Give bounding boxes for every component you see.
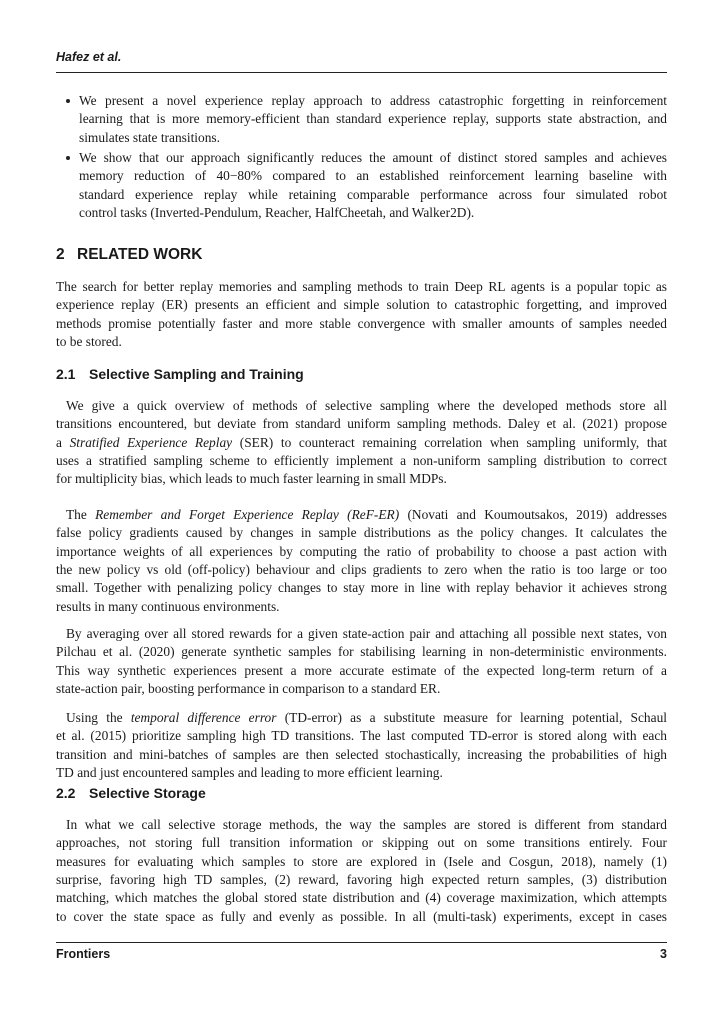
text-line: [56, 186, 667, 204]
section-number: 2: [56, 246, 65, 263]
text-line: [56, 816, 667, 834]
running-header: Hafez et al.: [56, 50, 122, 64]
section-heading: [56, 246, 202, 264]
text-line: [56, 278, 667, 296]
text-span: the new policy vs old (off-policy) behaviour and clips gradients to zero when the ratio is too large or too: [56, 562, 667, 578]
text-line: [56, 834, 667, 852]
text-line: [56, 129, 667, 147]
paragraph: [56, 397, 667, 489]
text-line: [56, 662, 667, 680]
subsection-heading: [56, 366, 304, 382]
text-span: to cover the state space as fully and evenly as possible. In all (multi-task) experiments, except in cases: [56, 908, 667, 924]
section-title: RELATED WORK: [77, 246, 203, 263]
text-span: et al. (2015) prioritize sampling high TD transitions. The last computed TD-error is stored along with each: [56, 728, 667, 744]
text-span: for multiplicity bias, which leads to much faster learning in small MDPs.: [56, 471, 447, 487]
text-line: [56, 871, 667, 889]
text-line: [56, 110, 667, 128]
italic-term: Stratified Experience Replay: [69, 434, 233, 450]
subsection-title: Selective Sampling and Training: [89, 366, 304, 382]
subsection-title: Selective Storage: [89, 785, 206, 801]
text-line: [56, 853, 667, 871]
text-line: [56, 92, 667, 110]
journal-name: Frontiers: [56, 947, 111, 961]
subsection-number: 2.1: [56, 366, 76, 382]
text-span: false policy gradients caused by changes in sample distributions as the policy changes. It calculates the: [56, 525, 667, 541]
text-span: matching, which matches the global stored state distribution and (4) coverage maximization, which attempts: [56, 890, 667, 906]
italic-term: temporal difference error: [130, 710, 277, 725]
subsection-number: 2.2: [56, 785, 76, 801]
paragraph: [56, 506, 667, 616]
text-span: (SER) to counteract remaining correlation when sampling uniformly, that: [232, 434, 668, 450]
text-span: small. Together with penalizing policy changes to stay more in line with replay behavior it achieves strong: [56, 580, 667, 596]
text-line: [56, 680, 667, 698]
text-line: [56, 727, 667, 745]
text-line: [56, 167, 667, 185]
text-line: [56, 625, 667, 643]
text-span: methods promise potentially faster and more stable convergence with smaller amounts of samples needed: [56, 315, 667, 331]
bullet-icon: [66, 99, 70, 103]
paragraph: [56, 278, 667, 351]
text-span: The search for better replay memories and sampling methods to train Deep RL agents is a popular topic as: [56, 279, 667, 294]
text-span: experience replay (ER) presents an efficient and simple solution to catastrophic forgetting, and improved: [56, 297, 667, 313]
text-span: to be stored.: [56, 334, 122, 350]
page-number: 3: [660, 947, 667, 961]
text-line: [56, 579, 667, 597]
text-line: [56, 470, 667, 488]
text-span: simulates state transitions.: [79, 129, 220, 145]
text-span: We show that our approach significantly reduces the amount of distinct stored samples and achieves: [79, 150, 667, 165]
text-line: [56, 746, 667, 764]
text-line: [56, 149, 667, 167]
text-span: state-action pair, boosting performance in comparison to a standard ER.: [56, 681, 441, 697]
text-span: By averaging over all stored rewards for a given state-action pair and attaching all possible next states, von: [66, 626, 667, 641]
footer-rule: [56, 942, 667, 943]
text-span: measures for evaluating which samples to store are explored in (Isele and Cosgun, 2018), namely (1): [56, 853, 667, 869]
text-span: In what we call selective storage methods, the way the samples are stored is different from standard: [66, 817, 667, 832]
text-span: importance weights of all experiences by computing the ratio of probability to choose a past action with: [56, 543, 667, 559]
text-span: results in many continuous environments.: [56, 598, 280, 614]
text-line: [56, 643, 667, 661]
text-span: (TD-error) as a substitute measure for learning potential, Schaul: [276, 710, 667, 725]
text-span: memory reduction of 40−80% compared to an established reinforcement learning baseline with: [79, 168, 667, 184]
text-line: [56, 524, 667, 542]
text-span: approaches, not storing full transition information or skipping out on some transitions entirely. Four: [56, 835, 667, 851]
text-line: [56, 764, 667, 782]
contribution-bullet: [56, 92, 667, 147]
text-span: (Novati and Koumoutsakos, 2019) addresses: [399, 507, 667, 522]
text-span: learning that is more memory-efficient than standard experience replay, supports state abstraction, and: [79, 111, 667, 127]
text-span: transitions encountered, but deviate from standard uniform sampling methods. Daley et al. (2021) propose: [56, 416, 667, 432]
text-line: [56, 543, 667, 561]
text-span: standard experience replay while retaining comparable performance across four simulated robot: [79, 186, 667, 202]
text-span: control tasks (Inverted-Pendulum, Reacher, HalfCheetah, and Walker2D).: [79, 205, 475, 221]
text-span: We present a novel experience replay approach to address catastrophic forgetting in reinforcement: [79, 93, 667, 108]
text-span: a: [56, 434, 70, 450]
paragraph: [56, 816, 667, 926]
contribution-bullet: [56, 149, 667, 222]
text-line: [56, 561, 667, 579]
text-span: We give a quick overview of methods of selective sampling where the developed methods store all: [66, 398, 667, 413]
text-span: The: [66, 507, 96, 522]
text-span: Using the: [66, 710, 131, 725]
text-span: This way synthetic experiences present a more accurate estimate of the expected long-term return of a: [56, 662, 667, 678]
paragraph: [56, 709, 667, 782]
paragraph: [56, 625, 667, 698]
text-line: [56, 598, 667, 616]
text-line: [56, 709, 667, 727]
text-line: [56, 506, 667, 524]
subsection-heading: [56, 785, 206, 801]
text-span: TD and just encountered samples and leading to more efficient learning.: [56, 765, 443, 781]
header-rule: [56, 72, 667, 73]
text-span: transition and mini-batches of samples are then selected stochastically, increasing the probabilities of high: [56, 746, 667, 762]
text-line: [56, 889, 667, 907]
text-line: [56, 397, 667, 415]
text-line: [56, 908, 667, 926]
text-span: surprise, favoring high TD samples, (2) reward, favoring high expected return samples, (3) distribution: [56, 872, 667, 888]
text-line: [56, 415, 667, 433]
text-line: [56, 315, 667, 333]
text-line: [56, 296, 667, 314]
bullet-icon: [66, 156, 70, 160]
text-line: [56, 333, 667, 351]
text-line: [56, 452, 667, 470]
text-span: uses a stratified sampling scheme to efficiently implement a non-uniform sampling distribution to correct: [56, 453, 667, 469]
text-line: [56, 204, 667, 222]
italic-term: Remember and Forget Experience Replay (ReF-ER): [95, 507, 400, 522]
text-span: Pilchau et al. (2020) generate synthetic samples for stabilising learning in non-deterministic environments.: [56, 644, 667, 660]
text-line: [56, 434, 667, 452]
